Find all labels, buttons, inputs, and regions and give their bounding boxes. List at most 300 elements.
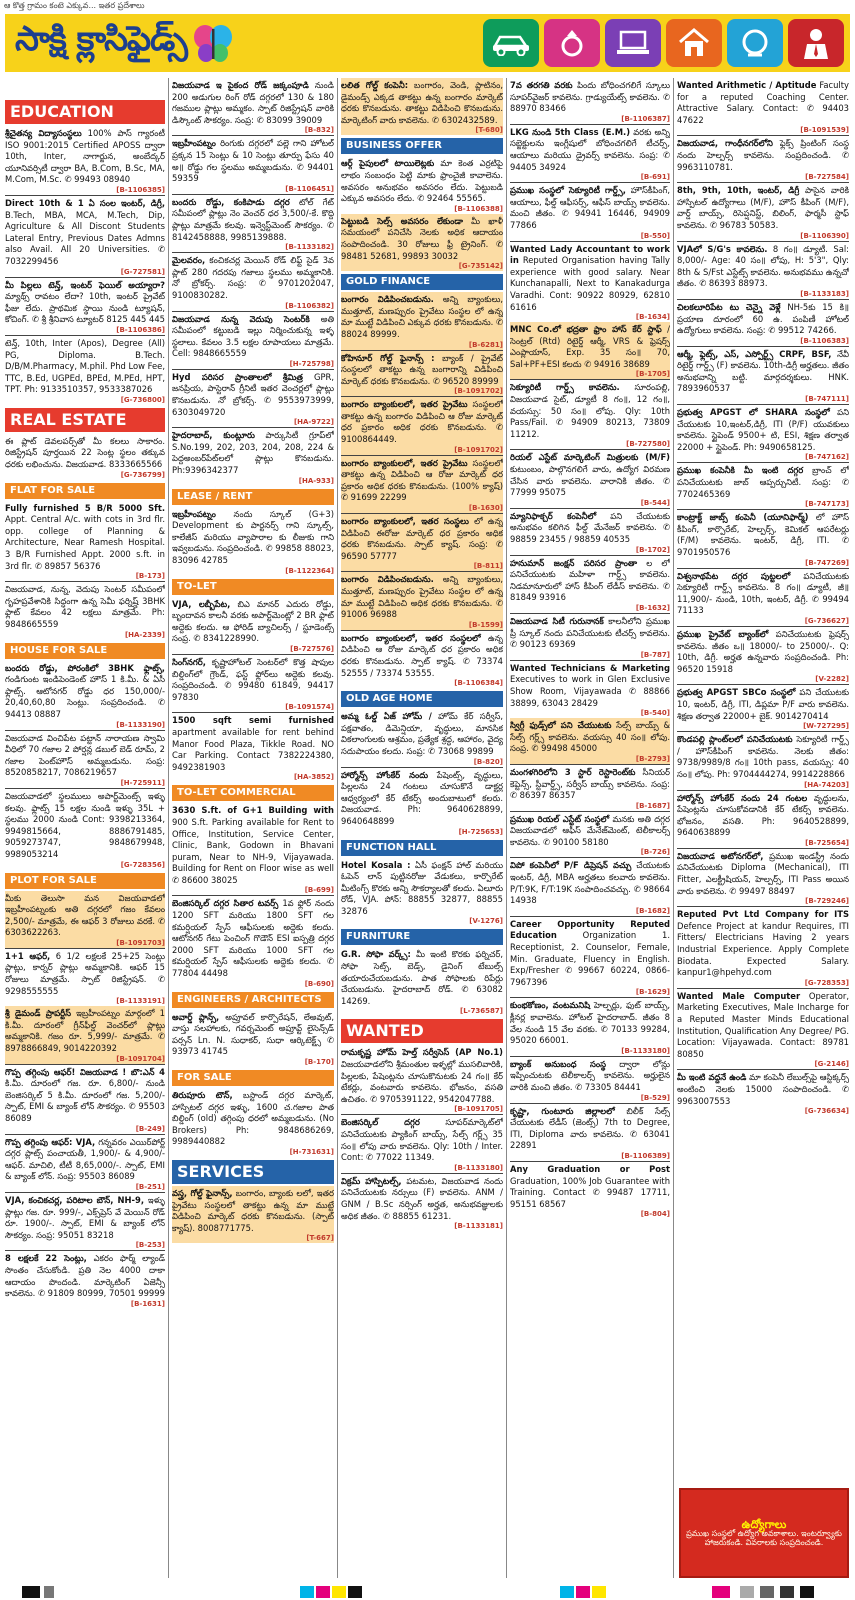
ad-text: Operator, Marketing Executives, Male Incharge for a Reputed Master Minds Educational Institution, Qualification Any Degree/ PG. Location: Vijayawada. Contact: 89781 80850: [677, 990, 849, 1059]
ad-text: సంస్థలలో తాకట్టు ఉన్న బంగారం విడిపించి ఆ రోజు మార్కెట్ ధర ప్రకారం అధిక ధరకు కొనబడును. ✆ 9100864449.: [341, 399, 503, 445]
ad-heading: గొప్ప తగ్గింపు ఆఫర్: VJA,: [5, 1136, 96, 1147]
registration-mark: [300, 1586, 314, 1598]
ad-text: 100% పాస్ గ్యారంటీ ISO 9001:2015 Certified APOSS ద్వారా 10th, Inter, నాగార్జున, అంబేద్కర్ యూనివర్సిటీ ద్వారా BA, B.Com, B.Sc, MA, M.Com, M.Sc. ✆ 99493 08940: [5, 128, 165, 185]
ad-code: [B-1133190]: [116, 720, 165, 729]
classified-ad: [510, 857, 670, 915]
ad-code: [B-1632]: [635, 603, 670, 612]
ad-code: [HA-9722]: [293, 418, 334, 427]
car-icon: [483, 19, 539, 67]
ad-code: [G-2146]: [814, 1060, 849, 1069]
classified-ad: [510, 508, 670, 555]
ad-text: నందు స్కూల్ (G+3) Development కు పార్టనర్స్ గాని స్కూల్స్, కాలేజీస్ మరియు వ్యాపారాల కు లీజుకు గాని ఇవ్వబడును. సంప్రదించండి. ✆ 99858 88023, 83096 42785: [172, 508, 334, 565]
ad-text: ఫ్లెక్స్ ప్రింటింగ్ సంస్థ నందు హెల్పర్స్ కావలెను. సంప్రదించండి. ✆ 9963110781.: [677, 138, 849, 172]
classified-ad: [510, 124, 670, 182]
ad-code: [B-820]: [473, 757, 503, 766]
classified-ad: [172, 1088, 334, 1157]
classified-ad: [5, 788, 165, 870]
ad-text: మా కంపెనీ లేబుల్స్‌పై ఆస్టిక్కర్స్ అంటించి నెలకు 15000 సంపాదించండి. ✆ 9963007553: [677, 1072, 849, 1106]
classified-ad: [172, 654, 334, 712]
classified-ad: [172, 135, 334, 193]
ad-heading: విజయవాడ సిటీ గురునానక్: [510, 615, 604, 626]
classified-ad: [341, 767, 503, 837]
ad-heading: బందరు రోడ్డు, కంకిపాడు దగ్గర: [172, 196, 290, 207]
ad-text: సేల్స్ బాయ్స్ & సేల్స్ గర్ల్స్ కావలెను. వయస్సు 40 సం॥ లోపు. సంప్ర. ✆ 99498 45000: [510, 720, 670, 754]
ad-text: Graduation, 100% Job Guarantee with Training. Contact ✆ 99487 17711, 95151 68567: [510, 1175, 670, 1209]
ad-text: సీనియర్ కెప్టెన్స్, స్టీవార్డ్స్, సర్వీస్ బాయ్స్ కావలెను. సంప్ర: ✆ 86397 86357: [510, 766, 670, 801]
ad-text: కాలనీలోని ప్రముఖ ప్రీ స్కూల్ నందు పనిచేయుటకు టీచర్స్ కావలెను. ✆ 90123 69369: [510, 615, 670, 650]
ad-heading: LKG నుండి 5th Class (E.M.): [510, 126, 631, 137]
classified-ad: [341, 1114, 503, 1172]
classified-ad: [510, 718, 670, 764]
ad-code: [B-1106385]: [116, 185, 165, 194]
ad-code: [B-253]: [135, 1241, 165, 1250]
ad-code: [B-690]: [304, 979, 334, 988]
ad-heading: ఇబ్రహీంపట్నం: [172, 138, 216, 149]
ad-code: [G-728353]: [804, 978, 849, 987]
registration-mark: [44, 1586, 54, 1598]
column-divider: [168, 78, 169, 1578]
classified-ad: [5, 126, 165, 195]
ad-code: [G-736627]: [804, 616, 849, 625]
ad-heading: విక్రమ్ హాస్పిటల్స్,: [341, 1175, 402, 1186]
ad-text: విజయవాడ, నున్న, వెదుపు సెంటర్ సమీపంలో గృహప్రవేశానికి సిద్ధంగా ఉన్న సెమీ ఫర్నిష్డ్ 3BHK ఫ్లాట్ కేవలం 42 లక్షలు మాత్రమే. Ph: 9848665559: [5, 584, 165, 629]
ad-heading: మ్యానిఫాక్చర్ కంపెనీలో: [510, 510, 597, 521]
ad-code: [G-727581]: [120, 267, 165, 276]
ad-text: మీ ఇంటి కొరకు ఫర్నిచర్, సోఫా సెట్స్, బెడ్స్, డైనింగ్ టేబుల్స్ తయారుచేయబడును. పాత సోఫాలకు రిపేర్లు చేయబడును. హైదరాబాద్ రోడ్. ✆ 63082 14269.: [341, 949, 503, 1006]
ad-heading: సింగ్‌నగర్,: [172, 656, 206, 667]
section-header-furniture: FURNITURE: [341, 929, 503, 945]
ad-heading: Hotel Kosala :: [341, 859, 411, 870]
classified-ad: [172, 1010, 334, 1067]
ad-code: [HA-933]: [298, 476, 334, 485]
section-header-old-age-home: OLD AGE HOME: [341, 691, 503, 707]
classified-ad: [341, 513, 503, 571]
banner-title: సాక్షి క్లాసిఫైడ్స్: [15, 19, 187, 59]
ad-code: [B-1133180]: [621, 1046, 670, 1055]
ad-code: [B-787]: [640, 650, 670, 659]
ad-heading: బంగారం బ్యాంకులలో, ఇతర సంస్థలలో: [341, 632, 481, 643]
ad-text: అన్ని బ్యాంకులు, ముత్తూట్, మణప్పురం ప్రైవేటు సంస్థల లో ఉన్న మా ముట్టే విడిపించి ఎక్కువ ధరకు కొనబడును. ✆ 88024 89999.: [341, 294, 503, 339]
display-advertisement: [679, 1488, 849, 1578]
classified-ad: [5, 277, 165, 335]
ad-code: [B-747162]: [805, 453, 849, 462]
ad-text: టోల్ గేట్ సమీపంలో ప్లాట్లు నెం వెంచర్ ధర 3,500/-కే. కొద్ది ప్లాట్లు మాత్రమే కలవు. ఇన్వెస్ట్‌మెంట్ సౌకర్యం. ✆ 8142458888, 9985139888.: [172, 196, 334, 242]
ad-code: [B-1631]: [130, 1299, 165, 1308]
ad-heading: విజయవాడ ఇ పైకంద రోడ్ జక్కంపూడి: [172, 80, 309, 90]
ad-text: B.Tech, MBA, MCA, M.Tech, Dip, Agriculture & All Discont Students Lateral Entry, Previous Dates Admns also Avail. All 20 Universities. ✆ 7032299456: [5, 209, 165, 266]
ad-heading: విపో కంపెనీలో P/F డిప్రెషన్ వచ్చు: [510, 860, 632, 871]
registration-mark: [800, 1586, 814, 1598]
ad-heading: 1+1 ఆఫర్,: [5, 950, 51, 961]
column-2: [172, 78, 334, 1578]
ad-text: Executives to work in Glen Exclusive Show Room, Vijayawada ✆ 88866 38899, 63043 28429: [510, 674, 670, 708]
ad-text: లో హౌస్ కీపింగ్, కార్పొరేట్, హెల్పర్స్, కెమికల్ ఆపరేటర్లు (F/M) కావలెను. ఇంటర్, డిగ్రీ, ITI. ✆ 9701950576: [677, 512, 849, 557]
ad-code: [B-727580]: [626, 440, 670, 449]
section-header-flat-for-sale: FLAT FOR SALE: [5, 483, 165, 499]
ad-heading: స్విగ్గీ ఫుడ్స్‌లో పని చేయుటకు: [510, 720, 612, 731]
ad-code: [B-1106386]: [116, 325, 165, 334]
ad-code: [B-1106384]: [454, 679, 503, 688]
ad-code: [HA-2339]: [124, 630, 165, 639]
ad-code: [B-1629]: [635, 988, 670, 997]
ad-text: మనకు అతి దగ్గర విజయవాడలో ఆఫీస్ మేనేజ్‌మెంట్, టెలీకాలర్స్ కావలెను. ✆ 90100 58180: [510, 813, 670, 847]
ad-heading: బ్యాంక్ అనుబంధ సంస్థ: [510, 1058, 607, 1069]
ad-code: [B-1599]: [468, 620, 503, 629]
ad-heading: బంగారం బ్యాంకులలో, ఇతర ప్రైవేటు: [341, 399, 468, 410]
ad-text: పార్కుసిటీ గ్రూప్‌లో S.No.199, 202, 203, 204, 208, 224 & పెద్దఅంబర్‌పేట్‌లలో ప్లాట్లు కొనబడును. Ph:9396342377: [172, 430, 334, 476]
ad-code: [B-832]: [304, 126, 334, 135]
ad-code: [L-736587]: [460, 1007, 503, 1016]
ad-code: [V-2282]: [815, 675, 849, 684]
ad-code: [V-1276]: [469, 917, 503, 926]
top-strip-text: ఆ కొత్త గ్రామం కంటె ఎక్కువ... ఇతర ప్రదేశాలు: [4, 1, 145, 10]
ad-heading: చిలకలూరిపేట టు చెన్నై వెళ్లే: [677, 301, 781, 312]
ad-code: [H-725653]: [458, 827, 503, 836]
classified-ad: [341, 858, 503, 927]
section-header-gold-finance: GOLD FINANCE: [341, 274, 503, 290]
ad-code: [B-1630]: [468, 504, 503, 513]
registration-mark: [740, 1586, 754, 1598]
classified-ad: [510, 182, 670, 240]
ad-code: [B-1091704]: [116, 1054, 165, 1063]
ad-heading: ఆర్గ్ పైపులలో టాయిలెట్లకు: [341, 158, 435, 169]
ad-text: ఇబ్రహీంపట్నం మార్గంలో 1 కి.మీ. దూరంలో గ్రీన్‌ఫీల్డ్ వెంచర్‌లో ప్లాట్లు అమ్మకానికి. గజం రూ. 5,999/- మాత్రమే. ✆ 8978866849, 9014220392: [5, 1008, 165, 1054]
ad-heading: Wanted Male Computer: [677, 990, 801, 1001]
column-divider: [337, 78, 338, 1578]
classified-ad: [172, 712, 334, 782]
ad-code: [B-1091702]: [454, 387, 503, 396]
classified-ad: [5, 891, 165, 948]
ad-heading: 7వ తరగతి వరకు: [510, 80, 573, 90]
ad-text: ప్రముఖ ఇండస్ట్రీ నందు పనిచేయుటకు Diploma (Mechanical), ITI Fitter, ఎలక్ట్రీషియన్, హెల్పర్స్, ITI Pass అయిన వారు కావలెను. ✆ 99497 88497: [677, 850, 849, 896]
ad-text: బంగారం, బ్యాంకు లలో, ఇతర ప్రైవేటు సంస్థలలో తాకట్టు ఉన్న మా ముట్టే విడిపించి మార్కెట్ ధరకు కొనబడును. (స్పాట్ క్యాష్). 8008771775.: [172, 1187, 334, 1233]
classified-ad: [341, 1045, 503, 1114]
ad-code: [B-1687]: [635, 801, 670, 810]
classified-ad: [5, 581, 165, 639]
ad-code: [B-1122364]: [285, 566, 334, 575]
registration-mark: [560, 1586, 574, 1598]
registration-mark: [332, 1586, 346, 1598]
classified-ad: [5, 948, 165, 1006]
ad-heading: బంగారం విడిపించబడును.: [341, 294, 434, 305]
ad-code: [B-1091702]: [454, 445, 503, 454]
classified-ad: [677, 684, 849, 731]
ad-code: [B-249]: [135, 1124, 165, 1133]
ad-text: 1వ ఫ్లోర్ నందు 1200 SFT మరియు 1800 SFT గల కమర్షియల్ స్పేస్ ఆఫీసులకు అద్దెకు కలదు. ఆటోనగర్ గేటు పెంచింగ్ గొడౌన్ ESI ఐస్పత్రి దగ్గర 2000 SFT మరియు 1000 SFT గల కమర్షియల్ స్పేస్ ఆఫీసులకు అద్దెకు కలదు. ✆ 77804 44498: [172, 898, 334, 979]
ad-code: [B-1106383]: [800, 336, 849, 345]
ad-text: పాసైన వారికి హాస్పిటల్ ఉద్యోగాలు (M/F), హౌస్ కీపింగ్ (M/F), వార్డ్ బాయ్స్, రిసెప్షనిస్ట్, బిలింగ్, ఫార్మసీ స్టాఫ్ కావలెను. ✆ 96783 50583.: [677, 185, 849, 230]
ad-text: మీకు తెలుసా మన విజయవాడలో ఇబ్రహీంపట్నంకు అతి దగ్గరలో గజం కేవలం 2,500/- మాత్రమే, ఈ ఆఫర్ 3 రోజులు వరకే. ✆ 6303622263.: [5, 892, 165, 938]
classified-ad: [5, 195, 165, 277]
ad-heading: MNC Co.లో భద్రతా ఫ్రాం హాస్ కేర్ స్టాఫ్: [510, 324, 662, 335]
registration-mark: [348, 1586, 362, 1598]
ad-heading: బందరు రోడ్డు, పోరంకిలో 3BHK ఫ్లాట్స్,: [5, 662, 165, 673]
ad-text: 8 గం॥ డ్యూటీ. Sal: 8,000/- Age: 40 సం॥ లోపు, H: 5'3", Qly: 8th & S/Fst ఎస్టేట్స్ కావలెను. అనుభవము ఉన్నచో జీతం. ✆ 86393 88973.: [677, 243, 849, 289]
column-5: [677, 78, 849, 1486]
section-header-wanted: WANTED: [341, 1019, 503, 1043]
ad-heading: ఆర్మీ, ఫ్లెట్స్, ఎస్, ఎస్పోర్ట్స్ CRPF, BSF,: [677, 348, 832, 359]
classified-ad: [510, 241, 670, 323]
ad-code: [B-1091705]: [454, 1105, 503, 1114]
section-header-business-offer: BUSINESS OFFER: [341, 138, 503, 154]
ad-text: వృద్ధులను, పేషెంట్లను చూసుకోవడానికి కేర్ టేకర్స్ కావలెను. భోజనం, వసతి. Ph: 9640528899, 9640638899: [677, 792, 849, 838]
ad-text: పని చేయుటకు 10, ఇంటర్, డిగ్రీ, ITI, డిప్లమా P/F వారు కావలెను. శిక్షణ తర్వాత 22000+ బైక్. 9014270414: [677, 687, 849, 721]
classified-ad: [341, 709, 503, 766]
ad-text: ఏసీ ఫంక్షన్ హాల్ మరియు ఓపెన్ లాన్ పుట్టినరోజు వేడుకలు, కార్పొరేట్ మీటింగ్స్ కొరకు అన్ని సౌకర్యాలతో కలదు. ఏలూరు రోడ్, VJA. పోన్: 88855 32877, 88855 32876: [341, 859, 503, 916]
ad-code: [B-251]: [135, 1182, 165, 1191]
ad-heading: Reputed Pvt Ltd Company for ITS: [677, 909, 849, 920]
ad-heading: హైదరాబాద్, కుంట్లూరు: [172, 430, 255, 441]
ad-code: [B-1133191]: [116, 997, 165, 1006]
ad-code: [H-731631]: [289, 1147, 334, 1156]
ad-heading: శ్రీచైతన్య విద్యాసంస్థలు: [5, 128, 82, 138]
ad-code: [G-735142]: [458, 262, 503, 271]
ad-code: [B-726]: [640, 848, 670, 857]
ad-text: పేషెంట్స్, వృద్ధులు, పిల్లలను 24 గంటలు చూసుకొనే డాక్టర్ల ఆధ్వర్యంలో కేర్ టేకర్స్ అందుబాటులో కలరు. విజయవాడ. Ph: 9640628899, 9640648899: [341, 769, 503, 826]
ad-code: [B-1133183]: [800, 289, 849, 298]
ad-text: ల లో పనిచేయుటకు మహిళా గార్డ్స్ కావలెను. నిడమానూరులో హాస్ కీపింగ్ లేడీస్ కావలెను. ✆ 81849 93916: [510, 557, 670, 603]
ad-heading: హనుమాన్ జంక్షన్ పరిసర ప్రాంతా: [510, 557, 638, 568]
ad-code: [B-1106382]: [285, 301, 334, 310]
ad-heading: Any Graduation or Post: [510, 1163, 670, 1174]
column-divider: [673, 78, 674, 1578]
ad-text: Defence Project at kandur Requires, ITI Fitters/ Electricians Having 2 years Industrial Experience. Apply Complete Biodata. Expected Salary. kanpur1@hpehyd.com: [677, 920, 849, 978]
classified-ad: [510, 916, 670, 998]
ad-heading: హార్మోన్స్ హోంకేర్ నందు 24 గంటల: [677, 792, 808, 803]
ad-text: బిలీక్ సేల్స్ చేయుటకు లేడీస్ (జెంట్స్) 7th to Degree, ITI, Diploma వారు కావలెను. ✆ 63041 22891: [510, 1105, 670, 1151]
ad-heading: 8 లక్షలకే 22 సెంట్లు,: [5, 1253, 87, 1264]
classified-ad: [5, 1134, 165, 1192]
ad-heading: ప్రముఖ కంపెనీకి మీ ఇంటి దగ్గర: [677, 465, 804, 476]
classified-ad: [677, 346, 849, 404]
ad-text: బ్యాంక్ / ప్రైవేట్ సంస్థలలో తాకట్టు ఉన్న బంగారాన్ని విడిపించి మార్కెట్ ధరకు కొనబడును. ✆ 96520 89999: [341, 352, 503, 386]
ad-heading: Fully furnished 5 B/R 5000 Sft.: [5, 502, 165, 513]
ad-heading: అవార్డ్ ప్లాన్స్,: [172, 1011, 220, 1022]
ad-code: [B-1106388]: [454, 204, 503, 213]
ad-code: [HA-3852]: [293, 773, 334, 782]
ad-code: [B-1091539]: [800, 126, 849, 135]
ad-code: [B-544]: [640, 498, 670, 507]
classified-ad: [677, 135, 849, 182]
ad-code: [G-736799]: [120, 470, 165, 479]
ad-heading: బంగారం బ్యాంకులలో, ఇతర సంస్థలు: [341, 516, 469, 527]
ad-text: హోమ్ కేర్ సర్వీస్, పక్షవాతం, డిమెన్షియా, వృద్ధులు, మానసిక వికలాంగులకు ఆశ్రమం, ప్రత్యేక శ్రద్ధ, ఆహారం, వైద్య సదుపాయం కలదు. సంప్ర: ✆ 73068 99899: [341, 711, 503, 756]
classified-ad: [510, 1056, 670, 1103]
ad-heading: ప్రముఖ రియల్ ఎస్టేట్ సంస్థలో: [510, 813, 610, 824]
classified-ad: [677, 509, 849, 567]
ad-heading: బెంజిసర్కిల్ దగ్గర: [341, 1117, 420, 1128]
ad-code: [B-540]: [640, 709, 670, 718]
ad-heading: బెంజిసర్కిల్ దగ్గర సితార టవర్స్: [172, 898, 279, 909]
ad-code: [B-1133182]: [285, 243, 334, 252]
column-3: [341, 78, 503, 1578]
classified-ad: [341, 396, 503, 454]
classified-ad: [677, 78, 849, 135]
ad-code: [B-729246]: [805, 897, 849, 906]
ad-heading: 8th, 9th, 10th, ఇంటర్, డిగ్రీ: [677, 185, 800, 196]
ad-text: బంగారం, వెండి, ప్లాటినం, డైమండ్స్ ఎక్కడ తాకట్టు ఉన్న బంగారం మార్కెట్ ధరకు కొనబడును. తాకట్టు విడిపించి కొనబడును. మార్కెటింగ్ వారు కావలెను. ✆ 6302432589.: [341, 80, 503, 125]
ad-text: గండిగుంట ఇండిపెండెంట్ హౌస్ 1 కి.మీ. & ఏసీ ఫ్లాట్స్. ఆటోనగర్ రోడ్డు ధర 150,000/- 20,40,60,80 సెంట్లు. సంప్రదించండి. ✆ 94413 08887: [5, 674, 165, 719]
classifieds-banner: [5, 14, 850, 72]
ring-icon: [544, 19, 600, 67]
ad-heading: 1500 sqft semi furnished: [172, 715, 334, 726]
ad-text: Reputed Organisation having Tally experience with good salary. Near Kunchanapalli, Next to Kanakadurga Varadhi. Cont: 90922 80929, 62810 61616: [510, 255, 670, 312]
section-header-for-sale: FOR SALE: [172, 1070, 334, 1086]
ad-heading: కృష్ణా, గుంటూరు జిల్లాలలో: [510, 1105, 615, 1116]
ad-heading: రామకృష్ణ హోమ్ హెల్త్ సర్వీసెస్ (AP No.1): [341, 1047, 503, 1058]
ad-code: [B-1634]: [635, 313, 670, 322]
ad-code: [B-1106389]: [621, 1151, 670, 1160]
ad-heading: విజయవాడ నున్న వెదుపు సెంటర్‌కి: [172, 313, 310, 324]
classified-ad: [341, 156, 503, 213]
registration-mark: [780, 1586, 794, 1598]
ad-text: చేయుటకు ఇంటర్, డిగ్రీ, MBA అర్హతలు కలవారు కావలెను. P/T:9K, F/T:19K సంపాదించవచ్చు. ✆ 98664 14938: [510, 860, 670, 906]
ad-heading: G.R. సోఫా వర్క్స్:: [341, 949, 411, 960]
classified-ad: [510, 811, 670, 858]
ad-heading: Wanted Technicians & Marketing: [510, 662, 670, 673]
classified-ad: [341, 292, 503, 349]
classified-ad: [172, 194, 334, 252]
classified-ad: [510, 764, 670, 811]
section-header-function-hall: FUNCTION HALL: [341, 840, 503, 856]
ad-code: [B-1106387]: [621, 114, 670, 123]
classified-ad: [172, 78, 334, 135]
ad-code: [B-1091574]: [285, 703, 334, 712]
ad-code: [B-747269]: [805, 558, 849, 567]
ad-code: [H-725911]: [120, 778, 165, 787]
classified-ad: [5, 1192, 165, 1250]
ad-text: అతి సమీపంలో కట్టుబడి ఇల్లు నిర్మించుకున్న ఇళ్ళ స్థలాలు. కేవలం 3.5 లక్షల రూపాయలు మాత్రమే. Cell: 9848665559: [172, 313, 334, 359]
ad-text: బ్రాంచ్ లో పనిచేయుటకు జాబ్ ఆప్పర్చునిటీ. సంప్ర: ✆ 7702465369: [677, 465, 849, 499]
ad-heading: వస్త్ర, గోల్డ్ ఫైనాన్స్,: [172, 1187, 233, 1198]
ad-text: నేవీ రిటైర్డ్ గార్డ్స్ (F) కావలెను. 10th-డిగ్రీ అర్హతలు. జీతం అనుభవాన్ని బట్టి. మార్గదర్శకులు. HNK. 7893960537: [677, 348, 849, 394]
classified-ad: [677, 790, 849, 848]
ad-code: [B-170]: [304, 1058, 334, 1066]
ad-code: [B-811]: [473, 562, 503, 571]
registration-mark: [592, 1586, 606, 1598]
ad-text: పనిచేయుటకు సెక్యూరిటీ గార్డ్స్ కావలెను. 8 గం॥ డ్యూటీ, జీ॥ 11,900/- నుండి, 10th, ఇంటర్, డిగ్రీ. ✆ 99494 71133: [677, 570, 849, 616]
classified-ad: [5, 661, 165, 730]
ad-text: కంచికచర్ల మెయిన్ రోడ్ లిఫ్ట్ సైడ్ 3వ ప్లాట్ 280 గదరపు గజాలు స్థలము అమ్మకానికి. నో బ్రోకర్స్. సంప్ర: ✆ 9701202047, 9100830282.: [172, 255, 334, 300]
ad-heading: మీ పిల్లలు టెన్త్, ఇంటర్ ఫెయిల్ అయ్యారా?: [5, 279, 165, 290]
ad-heading: ప్రభుత్వ APGST SBCo సంస్థలో: [677, 687, 796, 698]
section-header-to-let-commercial: TO-LET COMMERCIAL: [172, 785, 334, 801]
classified-ad: [510, 322, 670, 379]
ad-code: [B-173]: [135, 572, 165, 581]
ad-text: పటమట, విజయవాడ నందు పనిచేయుటకు నర్సులు (F) కావలెను. ANM / GNM / B.Sc నర్సింగ్ అర్హత, అనుభవజ్ఞులకు అధిక జీతం. ✆ 88855 61231.: [341, 1175, 503, 1221]
ad-heading: హార్మోన్స్ హోంకేర్ నందు: [341, 769, 429, 780]
ad-text: వరకు అన్ని సబ్జెక్టులను ఇంగ్లీషులో బోధించగలిగే టీచర్స్, ఆయాలు మరియు డ్రైవర్స్ కావలెను. సంప్ర: ✆ 94405 34924: [510, 126, 670, 172]
classified-ad: [677, 988, 849, 1070]
classified-ad: [5, 1064, 165, 1134]
ad-text: ఎకరం ఫార్మ్ ల్యాండ్ సొంతం చేసుకోండి. ప్రతి నెల 4000 దాకా ఆదాయం పొందండి. మార్కెటింగ్ ఏజెన్సీ కావలెను. ✆ 91809 80999, 70501 99999: [5, 1253, 165, 1299]
ad-text: పని చేయుటకు 10,ఇంటర్,డిగ్రీ, ITI (P/F) యువకులు కావలెను. స్టైపెండ్ 9500+ టి, ESI, శిక్షణ తర్వాత 22000 + స్టైపెండ్. Ph: 9490658125.: [677, 407, 849, 452]
ad-text: బిఎ మానర్ ఎదురు రోడ్డు, బృందావన కాలనీ వరకు అపార్ట్‌మెంట్లో 2 BR ఫ్లాట్ అద్దెకు కలదు. ఆ ఫోరిడ్ బ్యాచిలర్స్ / స్టూడెంట్స్ సంప్ర. ✆ 8341228990.: [172, 598, 334, 644]
ad-text: సెక్యూరిటీ గార్డ్స్ / హౌస్‌కీపింగ్ కావలెను. నెలకు జీతం: 9738/9989/8 గం॥ 10th pass, వయస్సు: 40 సం॥ లోపు. Ph: 9704444274, 9914228866: [677, 734, 849, 779]
section-header-to-let: TO-LET: [172, 579, 334, 595]
ad-code: [G-728356]: [120, 860, 165, 869]
ad-code: [B-529]: [640, 1093, 670, 1102]
ad-text: హెల్పర్లు, ఫుట్ బాయ్స్, క్లీనర్ల కావాలెను. హోటల్ హైదరాబాద్. జీతం 8 వేల నుండి 15 వేల వరకు. ✆ 70133 99284, 95020 66001.: [510, 1000, 670, 1046]
ad-heading: VJAలో S/G's కావలెను.: [677, 243, 768, 254]
ad-heading: కాంట్రాక్ట్ జాబ్స్ కంపెనీ (యూనిఫార్మ్): [677, 512, 809, 523]
registration-mark: [576, 1586, 590, 1598]
ad-heading: కోహినూర్ గోల్డ్ ఫైనాన్స్ :: [341, 352, 435, 363]
ad-code: [B-699]: [304, 886, 334, 895]
ad-text: గన్నవరం ఎయిర్‌పోర్ట్ దగ్గర ప్లాట్స్ పంచాయతీ, 1,900/- & 4,900/- ఆఫర్. మాచిలి, టీటీ 8,65,000/-. స్పాట్, EMI & బ్యాంక్ లోన్. సంప్ర: 95503 86089: [5, 1136, 165, 1182]
ad-text: రింగుకు దగ్గరలో పల్లె గాని హోటల్ ప్రక్కన 15 సెంట్లు & 10 సెంట్లు తూర్పు ఫేసు 40 అ॥ రోడ్డు గల స్థలము అమ్మబడును. ✆ 94401 59359: [172, 138, 334, 184]
ad-heading: బంగారం విడిపించబడును.: [341, 574, 434, 585]
classified-ad: [510, 997, 670, 1055]
ad-text: మ్యాథ్స్ రావటం లేదా? 10th, ఇంటర్ ప్రైవేట్ ఫీజు లేదు. ప్రాథమిక స్థాయి నుండి ట్యూషన్, కోచింగ్. ✆ శ్రీ శ్రీనివాస ట్యూటర్ 8125 445 445: [5, 291, 165, 325]
ad-text: ద్వారా లోన్లు ఇప్పించుటకు టెలీకాలర్స్ కావలెను. అర్హులైన వారికి మంచి జీతం. ✆ 73305 84441: [510, 1058, 670, 1092]
classified-ad: [677, 568, 849, 626]
ad-text: మీ ఖాళీ సమయంలో పనిచేసి నెలకు అధిక ఆదాయం సంపాదించండి. 30 రోజులు ఫ్రీ ట్రైనింగ్. ✆ 98481 52681, 99893 30032: [341, 215, 503, 261]
classified-ad: [172, 507, 334, 576]
ad-code: [B-691]: [640, 173, 670, 182]
classified-ad: [341, 350, 503, 397]
ad-heading: Hyd పరిసర ప్రాంతాలలో శ్రీమిత్ర: [172, 371, 303, 382]
ad-code: [B-727584]: [805, 173, 849, 182]
section-header-education: EDUCATION: [5, 100, 165, 124]
ad-text: హౌస్‌కీపింగ్, ఆయాలు, ఫీల్డ్ ఆఫీసర్స్, ఆఫీస్ బాయ్స్ కావలెను. మంచి జీతం. ✆ 94941 16446, 94909 77866: [510, 185, 670, 230]
ad-text: టెన్త్, 10th, Inter (Apos), Degree (All) PG, Diploma. B.Tech. D/B/M.Pharmacy, M.phil. Phd Low Fee, TTC, B.Ed, UGPEd, BPEd, M.PEd, HPT, TPT. Ph: 9133510357, 9533387026: [5, 337, 165, 395]
classified-ad: [341, 630, 503, 688]
scroll-icon: [727, 19, 783, 67]
classified-ad: [510, 660, 670, 718]
classified-ad: [510, 1103, 670, 1161]
classified-ad: [510, 449, 670, 507]
ad-code: [B-725654]: [805, 838, 849, 847]
column-4: [510, 78, 670, 1578]
ad-heading: అమ్మ ఓల్డ్ ఏజ్ హోమ్ /: [341, 711, 432, 722]
ad-heading: తిరుపూరు టౌన్,: [172, 1090, 233, 1100]
ad-text: సంస్థలలో తాకట్టు ఉన్న విడిపించి ఆ రోజు మార్కెట్ ధర ప్రకారం అధిక ధరకు కొనబడును. (100% క్యాష్) ✆ 91699 22299: [341, 457, 503, 503]
classified-ad: [677, 241, 849, 299]
classified-ad: [5, 335, 165, 405]
classified-ad: [677, 906, 849, 988]
ad-text: అప్రూవల్ కార్పొరేషన్, లేఅవుట్, వాస్తు సలహాలకు, గవర్నమెంట్ అప్రూవ్ట్ లైసెన్స్‌డ్ పర్సన్ Ln. N. సుధాకర్, సుధా ఆర్కిటెక్ట్స్ ✆ 93973 41745: [172, 1011, 334, 1057]
classified-ad: [677, 182, 849, 240]
house-icon: [666, 19, 722, 67]
ad-text: NH-5కు 15 కి॥ ప్రయాణ దూరంలో 60 ఉ. పంపిణీ హోటల్ ఉద్యోగులు కావలెను. సంప్ర: ✆ 99512 74266.: [677, 301, 849, 336]
ad-text: సూరంపల్లి, విజయవాడ సైట్, డ్యూటీ 8 గం॥, 12 గం॥, వయస్సు: 50 సం॥ లోపు. Qly: 10th Pass/Fail. ✆ 94909 80213, 73809 11212.: [510, 382, 670, 439]
section-header-real-estate: REAL ESTATE: [5, 408, 165, 432]
ad-text: apartment available for rent behind Manor Food Plaza, Tikkle Road. NO Car Parking. Contact 7382224380, 9492381903: [172, 726, 334, 772]
ad-code: [B-727576]: [290, 644, 334, 653]
classified-ad: [510, 78, 670, 124]
classified-ad: [677, 404, 849, 462]
ad-heading: ప్రభుత్వ APGST లో SHARA సంస్థలో: [677, 407, 830, 418]
classified-ad: [172, 803, 334, 895]
classified-ad: [677, 299, 849, 346]
ad-code: [W-727295]: [803, 722, 849, 731]
section-header-engineers-architects: ENGINEERS / ARCHITECTS: [172, 992, 334, 1008]
ad-text: బస్టాండ్ దగ్గర మార్కెట్, హాస్పిటల్ దగ్గర ఇళ్ళు, 1600 చ.గజాల పాత బిల్డింగ్ (old) తగ్గింపు ధరలో అమ్మబడును. (No Brokers) Ph: 9848686269, 9989440882: [172, 1090, 334, 1147]
ad-text: ఇళ్ళు ప్లాట్లు గజ. రూ. 999/-, ఎక్స్‌ప్రెస్ వే మెయిన్ రోడ్ రూ. 1900/-. స్పాట్, EMI & బ్యాంక్ లోన్ సౌకర్యం. సంప్ర: 95051 83218: [5, 1194, 165, 1240]
ad-text: మా కెంత ఎర్రటిపై లాభం సంబంధం పెట్టి మాకు ఫ్రాంచైజీ కావాలెను. అవసరం అనుభవం అవసరం లేదు. పెట్టుబడి ఎక్కువ అవసరం లేదు. ✆ 92464 55565.: [341, 158, 503, 204]
businessman-icon: [788, 19, 844, 67]
ad-code: [B-1133180]: [454, 1163, 503, 1172]
ad-heading: Career Opportunity Reputed Education: [510, 918, 670, 941]
laptop-icon: [605, 19, 661, 67]
ad-heading: VJA, కంచికచర్ల, పరిటాల బౌన్, NH-9,: [5, 1194, 145, 1205]
ad-code: [B-6281]: [468, 340, 503, 349]
ad-heading: లలిత గోల్డ్ కంపెనీ:: [341, 80, 409, 90]
ad-text: కి.మీ. దూరంలో గజ. రూ. 6,800/- నుండి బెంజిసర్కిల్ 5 కి.మీ. దూరంలో గజ. 5,200/- స్పాట్, EMI & బ్యాంక్ లోన్ సౌకర్యం. ✆ 95503 86089: [5, 1078, 165, 1123]
classified-ad: [172, 895, 334, 988]
ad-code: [G-736800]: [120, 395, 165, 404]
